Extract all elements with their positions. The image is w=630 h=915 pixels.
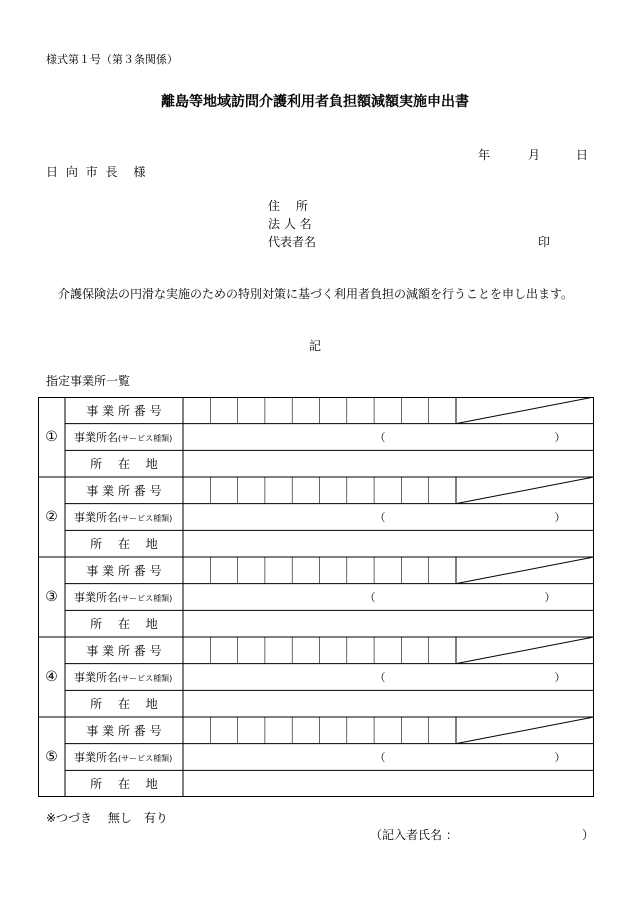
- office-marker: ①: [45, 429, 58, 445]
- office-marker: ⑤: [45, 749, 58, 765]
- service-paren-open: （: [374, 431, 386, 445]
- office-name-label: 事業所名(サービス種類): [74, 431, 173, 445]
- office-list-title: 指定事業所一覧: [46, 374, 131, 388]
- date-year-label: 年: [478, 148, 491, 162]
- seal-mark: 印: [538, 235, 551, 249]
- service-paren-close: ）: [544, 591, 556, 605]
- office-location-label: 所 在 地: [90, 697, 158, 712]
- number-cell-diagonal: [456, 397, 594, 424]
- office-location-label: 所 在 地: [90, 777, 158, 792]
- number-cell-diagonal: [456, 717, 594, 744]
- office-location-label: 所 在 地: [90, 457, 158, 472]
- service-paren-open: （: [374, 671, 386, 685]
- office-name-label: 事業所名(サービス種類): [74, 751, 173, 765]
- number-cell-diagonal: [456, 637, 594, 664]
- office-marker: ②: [45, 509, 58, 525]
- service-paren-open: （: [374, 751, 386, 765]
- office-name-label: 事業所名(サービス種類): [74, 591, 173, 605]
- office-number-label: 事 業 所 番 号: [86, 483, 162, 498]
- form-number-label: 様式第１号（第３条関係）: [46, 53, 178, 66]
- service-paren-close: ）: [554, 511, 566, 525]
- addressee: 日 向 市 長 様: [46, 165, 148, 179]
- service-paren-close: ）: [554, 751, 566, 765]
- recorder-name-close: ）: [582, 828, 595, 842]
- office-name-label: 事業所名(サービス種類): [74, 671, 173, 685]
- office-number-label: 事 業 所 番 号: [86, 643, 162, 658]
- office-number-label: 事 業 所 番 号: [86, 403, 162, 418]
- office-marker: ③: [45, 589, 58, 605]
- continuation-note: ※つづき 無し 有り: [46, 811, 168, 825]
- date-day-label: 日: [576, 148, 589, 162]
- applicant-corp-label: 法 人 名: [268, 217, 312, 231]
- number-cell-diagonal: [456, 557, 594, 584]
- office-location-label: 所 在 地: [90, 537, 158, 552]
- office-location-label: 所 在 地: [90, 617, 158, 632]
- service-paren-close: ）: [554, 671, 566, 685]
- office-number-label: 事 業 所 番 号: [86, 563, 162, 578]
- service-paren-close: ）: [554, 431, 566, 445]
- number-cell-diagonal: [456, 477, 594, 504]
- date-month-label: 月: [528, 148, 541, 162]
- recorder-name-label: （記入者氏名 ：: [370, 828, 458, 842]
- applicant-address-label: 住 所: [268, 199, 308, 213]
- office-name-label: 事業所名(サービス種類): [74, 511, 173, 525]
- service-paren-open: （: [374, 511, 386, 525]
- body-text: 介護保険法の円滑な実施のための特別対策に基づく利用者負担の減額を行うことを申し出ます。: [58, 287, 574, 301]
- service-paren-open: （: [364, 591, 376, 605]
- office-marker: ④: [45, 669, 58, 685]
- document-title: 離島等地域訪問介護利用者負担額減額実施申出書: [161, 94, 469, 110]
- ki-heading: 記: [308, 339, 321, 353]
- applicant-rep-label: 代表者名: [268, 235, 317, 249]
- office-table: [38, 397, 594, 797]
- office-number-label: 事 業 所 番 号: [86, 723, 162, 738]
